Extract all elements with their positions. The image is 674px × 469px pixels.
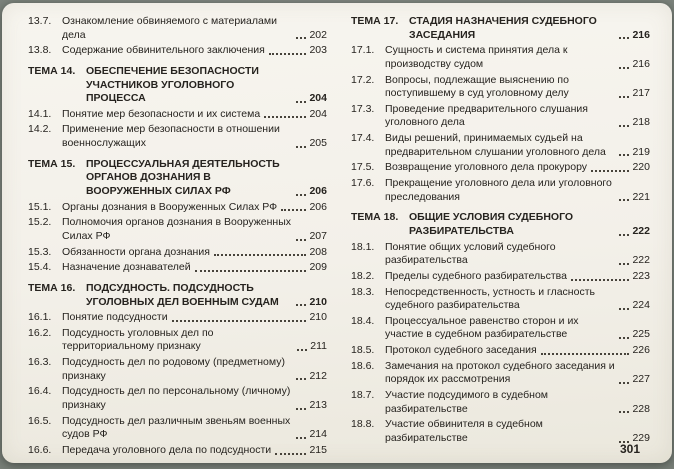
entry-page-number: 202 (309, 28, 327, 41)
entry-body (385, 241, 650, 268)
toc-item-entry (351, 389, 650, 416)
entry-number: ТЕМА 16. (28, 281, 76, 294)
dot-leader (619, 234, 629, 236)
entry-title: Понятие общих условий судебного разбирательства (385, 240, 556, 267)
dot-leader (296, 408, 306, 410)
entry-body (385, 132, 650, 159)
entry-body (409, 15, 650, 42)
entry-body (385, 161, 650, 175)
dot-leader (591, 170, 629, 172)
entry-body (385, 286, 650, 313)
entry-number: 13.8. (28, 44, 52, 57)
entry-title: Участие подсудимого в судебном разбирательстве (385, 389, 549, 415)
entry-page-number: 215 (309, 443, 327, 455)
entry-page-number: 225 (632, 328, 650, 341)
entry-number: 15.3. (28, 245, 52, 258)
dot-leader (296, 378, 306, 380)
toc-item-entry (28, 108, 327, 122)
dot-leader (571, 279, 630, 281)
entry-title: Возвращение уголовного дела прокурору (385, 161, 588, 174)
entry-number: ТЕМА 17. (351, 15, 399, 27)
entry-page-number: 212 (309, 369, 327, 382)
toc-theme-entry (28, 65, 327, 106)
entry-number: 15.1. (28, 200, 52, 213)
entry-number: 15.4. (28, 261, 52, 274)
entry-page-number: 222 (632, 254, 650, 267)
entry-page-number: 219 (632, 145, 650, 158)
entry-body (62, 216, 327, 243)
toc-item-entry (28, 327, 327, 354)
dot-leader (619, 337, 629, 339)
entry-title: Обязанности органа дознания (62, 245, 210, 258)
dot-leader (541, 353, 630, 355)
toc-item-entry (351, 270, 650, 284)
entry-page-number: 210 (309, 295, 327, 308)
entry-number: 18.5. (351, 344, 375, 357)
toc-theme-entry (28, 158, 327, 199)
entry-body (385, 103, 650, 130)
dot-leader (296, 37, 306, 39)
entry-title: Прекращение уголовного дела или уголовного преследования (385, 177, 612, 203)
entry-page-number: 221 (632, 190, 650, 203)
entry-body (86, 158, 327, 199)
dot-leader (275, 453, 306, 455)
entry-page-number: 226 (632, 344, 650, 357)
entry-number: 18.8. (351, 418, 375, 431)
entry-page-number: 210 (309, 311, 327, 324)
toc-column-left (28, 15, 327, 455)
entry-number: 17.3. (351, 102, 375, 115)
dot-leader (296, 239, 306, 241)
entry-title: Подсудность дел различным звеньям военных судов РФ (62, 414, 291, 441)
entry-number: 16.1. (28, 311, 52, 324)
entry-page-number: 213 (309, 399, 327, 412)
toc-item-entry (351, 418, 650, 445)
entry-body (385, 74, 650, 101)
dot-leader (619, 263, 629, 265)
entry-title: Пределы судебного разбирательства (385, 269, 567, 282)
dot-leader (264, 116, 306, 118)
entry-title: Органы дознания в Вооруженных Силах РФ (62, 200, 278, 213)
entry-title: Передача уголовного дела по подсудности (62, 443, 272, 455)
toc-item-entry (28, 311, 327, 325)
entry-body (385, 389, 650, 416)
dot-leader (296, 194, 306, 196)
dot-leader (619, 154, 629, 156)
toc-theme-entry (28, 282, 327, 309)
entry-page-number: 206 (309, 185, 327, 198)
toc-item-entry (351, 103, 650, 130)
entry-number: 17.5. (351, 161, 375, 174)
dot-leader (619, 125, 629, 127)
entry-title: Непосредственность, устность и гласность судебного разбирательства (385, 285, 595, 312)
toc-column-right (351, 15, 650, 455)
entry-title: ОБЕСПЕЧЕНИЕ БЕЗОПАСНОСТИ УЧАСТНИКОВ УГОЛОВНОГО ПРОЦЕССА (86, 64, 259, 105)
entry-page-number: 227 (632, 373, 650, 386)
toc-item-entry (28, 123, 327, 150)
entry-body (385, 44, 650, 71)
toc-item-entry (351, 44, 650, 71)
entry-page-number: 203 (309, 44, 327, 57)
dot-leader (269, 53, 307, 55)
dot-leader (195, 270, 307, 272)
dot-leader (297, 349, 307, 351)
page-number: 301 (619, 442, 640, 456)
entry-page-number: 218 (632, 116, 650, 129)
entry-page-number: 220 (632, 161, 650, 174)
entry-page-number: 224 (632, 299, 650, 312)
dot-leader (619, 382, 629, 384)
toc-item-entry (351, 315, 650, 342)
toc-item-entry (28, 15, 327, 42)
entry-body (409, 211, 650, 238)
entry-title: Виды решений, принимаемых судьей на предварительном слушании уголовного дела (385, 132, 606, 158)
entry-body (62, 311, 327, 325)
entry-number: 16.5. (28, 414, 52, 427)
entry-title: Содержание обвинительного заключения (62, 44, 265, 57)
book-page (2, 3, 672, 463)
entry-page-number: 216 (632, 28, 650, 41)
entry-page-number: 209 (309, 261, 327, 274)
entry-number: 17.4. (351, 132, 375, 145)
toc-item-entry (351, 74, 650, 101)
entry-number: ТЕМА 15. (28, 157, 76, 170)
entry-number: 16.3. (28, 356, 52, 369)
entry-number: 18.7. (351, 389, 375, 402)
entry-body (62, 415, 327, 442)
entry-page-number: 206 (309, 200, 327, 213)
entry-title: Вопросы, подлежащие выяснению по поступившему в суд уголовному делу (385, 73, 569, 100)
entry-number: 18.2. (351, 269, 375, 282)
entry-body (62, 246, 327, 260)
toc-item-entry (28, 216, 327, 243)
entry-page-number: 204 (309, 107, 327, 120)
entry-page-number: 208 (309, 245, 327, 258)
entry-page-number: 207 (309, 229, 327, 242)
dot-leader (619, 96, 629, 98)
dot-leader (296, 146, 306, 148)
toc-item-entry (351, 286, 650, 313)
toc-theme-entry (351, 211, 650, 238)
toc-item-entry (351, 241, 650, 268)
toc-item-entry (351, 360, 650, 387)
entry-body (385, 418, 650, 445)
entry-title: ПОДСУДНОСТЬ. ПОДСУДНОСТЬ УГОЛОВНЫХ ДЕЛ ВОЕННЫМ СУДАМ (86, 281, 279, 308)
entry-title: ПРОЦЕССУАЛЬНАЯ ДЕЯТЕЛЬНОСТЬ ОРГАНОВ ДОЗНАНИЯ В ВООРУЖЕННЫХ СИЛАХ РФ (86, 157, 280, 198)
entry-title: ОБЩИЕ УСЛОВИЯ СУДЕБНОГО РАЗБИРАТЕЛЬСТВА (409, 211, 574, 237)
entry-body (62, 356, 327, 383)
dot-leader (619, 411, 629, 413)
dot-leader (619, 199, 629, 201)
entry-title: Понятие мер безопасности и их система (62, 107, 261, 120)
entry-page-number: 217 (632, 87, 650, 100)
entry-title: СТАДИЯ НАЗНАЧЕНИЯ СУДЕБНОГО ЗАСЕДАНИЯ (409, 15, 597, 41)
entry-number: ТЕМА 14. (28, 64, 76, 77)
entry-body (385, 315, 650, 342)
entry-number: 16.2. (28, 326, 52, 339)
toc-item-entry (351, 177, 650, 204)
entry-body (62, 385, 327, 412)
entry-title: Понятие подсудности (62, 311, 168, 324)
toc-item-entry (28, 201, 327, 215)
entry-body (62, 444, 327, 455)
entry-title: Процессуальное равенство сторон и их участие в судебном разбирательстве (385, 314, 579, 341)
dot-leader (296, 101, 306, 103)
entry-page-number: 223 (632, 269, 650, 282)
entry-number: ТЕМА 18. (351, 211, 399, 224)
entry-body (86, 65, 327, 106)
entry-body (62, 44, 327, 58)
entry-number: 15.2. (28, 216, 52, 229)
entry-body (385, 344, 650, 358)
entry-title: Подсудность дел по персональному (личному) признаку (62, 385, 291, 412)
entry-body (62, 327, 327, 354)
dot-leader (619, 67, 629, 69)
entry-number: 18.3. (351, 285, 375, 298)
toc-item-entry (28, 261, 327, 275)
entry-title: Подсудность уголовных дел по территориальному признаку (62, 326, 214, 353)
entry-page-number: 211 (310, 340, 327, 353)
entry-body (86, 282, 327, 309)
entry-body (62, 123, 327, 150)
entry-number: 16.6. (28, 443, 52, 455)
entry-body (385, 177, 650, 204)
entry-number: 17.2. (351, 73, 375, 86)
dot-leader (619, 37, 629, 39)
entry-body (62, 108, 327, 122)
entry-number: 14.2. (28, 123, 52, 136)
dot-leader (281, 209, 306, 211)
toc-item-entry (28, 246, 327, 260)
entry-title: Применение мер безопасности в отношении военнослужащих (62, 123, 280, 150)
dot-leader (296, 304, 306, 306)
entry-page-number: 214 (309, 428, 327, 441)
entry-title: Подсудность дел по родовому (предметному) признаку (62, 356, 285, 382)
entry-page-number: 222 (632, 224, 650, 237)
toc-item-entry (28, 385, 327, 412)
entry-body (62, 261, 327, 275)
entry-title: Протокол судебного заседания (385, 344, 537, 357)
entry-title: Проведение предварительного слушания уголовного дела (385, 102, 588, 129)
dot-leader (214, 254, 307, 256)
entry-number: 18.6. (351, 359, 375, 372)
dot-leader (619, 308, 629, 310)
toc-item-entry (28, 44, 327, 58)
entry-number: 14.1. (28, 107, 52, 120)
toc-item-entry (351, 132, 650, 159)
entry-title: Участие обвинителя в судебном разбирательстве (385, 418, 543, 444)
toc-item-entry (351, 161, 650, 175)
entry-page-number: 228 (632, 402, 650, 415)
entry-page-number: 216 (632, 57, 650, 70)
entry-title: Сущность и система принятия дела к производству судом (385, 44, 568, 70)
entry-page-number: 229 (632, 431, 650, 444)
entry-body (385, 270, 650, 284)
entry-number: 18.4. (351, 314, 375, 327)
entry-title: Назначение дознавателей (62, 261, 191, 274)
entry-title: Ознакомление обвиняемого с материалами дела (62, 15, 277, 41)
toc-item-entry (28, 415, 327, 442)
toc-columns (28, 15, 650, 455)
toc-item-entry (28, 444, 327, 455)
dot-leader (296, 437, 306, 439)
entry-body (385, 360, 650, 387)
entry-number: 17.6. (351, 177, 375, 190)
entry-body (62, 201, 327, 215)
toc-item-entry (28, 356, 327, 383)
entry-number: 16.4. (28, 385, 52, 398)
entry-title: Полномочия органов дознания в Вооруженных Силах РФ (62, 216, 292, 242)
dot-leader (172, 320, 307, 322)
entry-number: 17.1. (351, 44, 375, 57)
entry-title: Замечания на протокол судебного заседания и порядок их рассмотрения (385, 359, 615, 386)
toc-item-entry (351, 344, 650, 358)
entry-number: 13.7. (28, 15, 52, 27)
entry-page-number: 204 (309, 92, 327, 105)
entry-body (62, 15, 327, 42)
toc-theme-entry (351, 15, 650, 42)
entry-number: 18.1. (351, 240, 375, 253)
entry-page-number: 205 (309, 137, 327, 150)
